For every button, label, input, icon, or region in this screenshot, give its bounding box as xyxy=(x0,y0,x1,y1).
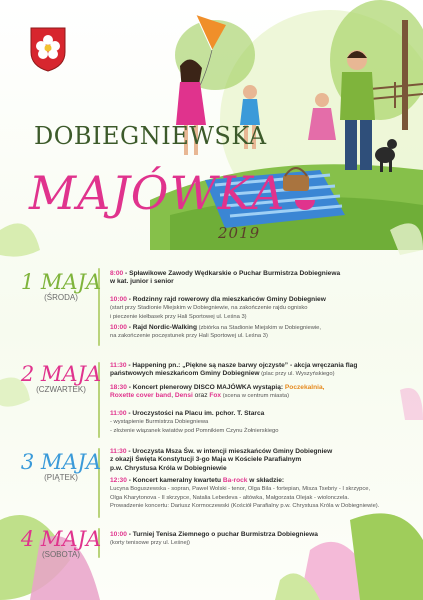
event-title: - Koncert plenerowy DISCO MAJÓWKA wystąpią: xyxy=(126,384,285,391)
event-time: 10:00 xyxy=(110,531,127,538)
event-time: 11:30 xyxy=(110,362,127,369)
event-item xyxy=(110,384,405,401)
band-name: Roxette cover band xyxy=(110,392,172,400)
day-weekday: (ŚRODA) xyxy=(44,293,78,302)
event-line: z okazji Święta Konstytucji 3-go Maja w Kościele Parafialnym xyxy=(110,456,302,464)
event-highlight: Ba-rock xyxy=(222,477,248,484)
event-note: Olga Kharytonova - II skrzypce, Natalia Lebedeva - altówka, Małgorzata Olejak - wiolonczela. xyxy=(110,494,350,501)
event-time: 10:00 xyxy=(110,324,127,331)
day-heading-4 xyxy=(18,527,104,559)
day-heading-3 xyxy=(18,450,104,482)
event-highlight: Poczekalnia, xyxy=(284,384,325,391)
event-title: w składzie: xyxy=(247,477,285,484)
title-year: 2019 xyxy=(218,224,261,242)
title-line1: DOBIEGNIEWSKA xyxy=(34,122,267,150)
event-title: - Turniej Tenisa Ziemnego o puchar Burmistrza Dobiegniewa xyxy=(126,531,318,538)
day-label: 3 MAJA xyxy=(20,450,102,474)
event-item xyxy=(110,477,405,511)
day-label: 1 MAJA xyxy=(20,270,102,294)
event-item xyxy=(110,531,405,548)
event-note: - wystąpienie Burmistrza Dobiegniewa xyxy=(110,419,209,426)
event-item xyxy=(110,270,405,287)
separator: oraz xyxy=(192,392,210,400)
event-title: - Rajd Nordic-Walking xyxy=(126,324,197,331)
event-title: - Rodzinny rajd rowerowy dla mieszkańców Gminy Dobiegniew xyxy=(126,296,326,303)
event-item xyxy=(110,296,405,321)
day-weekday: (CZWARTEK) xyxy=(36,385,86,394)
event-item xyxy=(110,410,405,435)
event-item xyxy=(110,362,405,379)
event-title: - Koncert kameralny kwartetu xyxy=(126,477,223,484)
event-note: (plac przy ul. Wyszyńskiego) xyxy=(259,371,335,378)
event-note: - złożenie wiązanek kwiatów pod Pomnikiem Czynu Żołnierskiego xyxy=(110,427,279,434)
day-heading-2 xyxy=(18,362,104,394)
day-weekday: (SOBOTA) xyxy=(41,550,81,559)
event-note: (scena w centrum miasta) xyxy=(221,393,290,400)
event-note: Prowadzenie koncertu: Dariusz Kormoczewski (Kościół Parafialny p.w. Chrystusa Króla w Dobiegniewie). xyxy=(110,503,380,510)
event-time: 11:00 xyxy=(110,410,127,417)
day-label: 2 MAJA xyxy=(20,362,102,386)
event-time: 18:30 xyxy=(110,384,127,391)
day-heading-1 xyxy=(18,270,104,302)
crest-rose-icon xyxy=(29,26,67,72)
event-title: - Uroczystości na Placu im. pchor. T. Starca xyxy=(126,410,265,417)
event-time: 11:30 xyxy=(110,448,127,455)
event-item xyxy=(110,324,405,341)
event-time: 10:00 xyxy=(110,296,127,303)
separator: , xyxy=(171,392,175,400)
event-note: (start przy Stadionie Miejskim w Dobiegniewie, na zakończenie rajdu ognisko xyxy=(110,305,308,312)
event-title: - Spławikowe Zawody Wędkarskie o Puchar Burmistrza Dobiegniewa xyxy=(123,270,341,277)
event-line: p.w. Chrystusa Króla w Dobiegniewie xyxy=(110,464,227,472)
event-note: (korty tenisowe przy ul. Leśnej) xyxy=(110,540,190,547)
event-time: 8:00 xyxy=(110,270,124,277)
event-title: - Happening pn.: „Piękne są nasze barwy ojczyste” - akcja wręczania flag xyxy=(126,362,358,369)
event-note: na zakończenie poczęstunek przy Hali Sportowej ul. Leśna 3) xyxy=(110,333,268,340)
event-line: państwowych mieszkańcom Gminy Dobiegniew xyxy=(110,370,260,378)
event-title: - Uroczysta Msza Św. w intencji mieszkańców Gminy Dobiegniew xyxy=(126,448,333,455)
event-line: w kat. junior i senior xyxy=(110,278,174,286)
band-name: Densi xyxy=(174,392,193,400)
day-weekday: (PIĄTEK) xyxy=(44,473,78,482)
title-line2: MAJÓWKA xyxy=(29,166,286,220)
band-name: Fox xyxy=(209,392,222,400)
event-time: 12:30 xyxy=(110,477,127,484)
day-label: 4 MAJA xyxy=(20,527,102,551)
event-note: i pieczenie kiełbasek przy Hali Sportowej ul. Leśna 3) xyxy=(110,313,247,320)
event-note: Lucyna Boguszewska - sopran, Paweł Wolski - tenor, Olga Bila - fortepian, Misza Tsebriy - I skrzypce, xyxy=(110,486,371,493)
event-note: (zbiórka na Stadionie Miejskim w Dobiegniewie, xyxy=(196,325,322,331)
event-item xyxy=(110,448,405,473)
